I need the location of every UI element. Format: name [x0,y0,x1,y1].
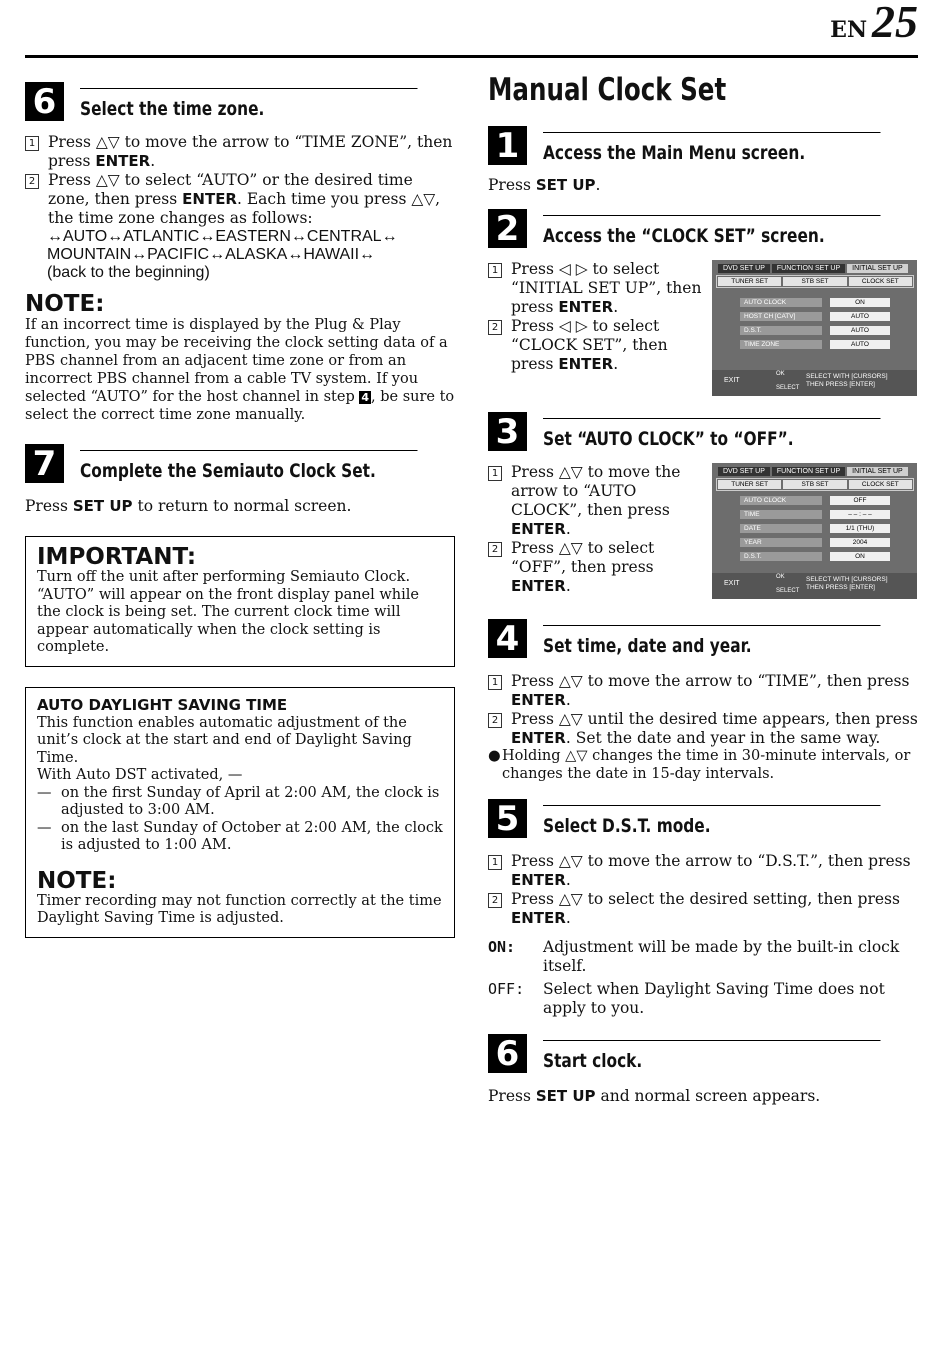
right-column [488,70,918,1114]
dst-item: — on the last Sunday of October at 2:00 AM, the clock is adjusted to 1:00 AM. [37,819,443,853]
page-num: 25 [872,0,918,47]
enter-key: ENTER [558,298,614,316]
osd-subtab-active: CLOCK SET [849,277,912,286]
osd-subtab: STB SET [783,480,846,489]
sub-step-number: 1 [25,136,39,151]
enter-key: ENTER [511,520,566,538]
enter-key: ENTER [182,190,237,208]
sub-step: 1 Press △▽ to move the arrow to “D.S.T.”, then press ENTER. [488,852,918,890]
step-number: 5 [488,799,527,838]
zone-sequence-line-3: (back to the beginning) [47,264,210,281]
osd-select: SELECT [776,385,800,391]
zone-sequence-line-1: ↔AUTO↔ATLANTIC↔EASTERN↔CENTRAL↔ [47,228,398,245]
sub-step: 1 Press △▽ to move the arrow to “TIME”, then press ENTER. [488,672,918,710]
enter-key: ENTER [511,871,566,889]
step-7-complete [25,444,455,516]
osd-select: SELECT [776,588,800,594]
dst-line-1: This function enables automatic adjustment of the unit’s clock at the start and end of Daylight Saving Time. [37,714,412,766]
step-number: 3 [488,412,527,451]
osd-row: D.S.T. AUTO [740,326,890,335]
osd-subtab: TUNER SET [718,277,781,286]
sub-step: 2 Press △▽ to select the desired setting, then press ENTER. [488,890,918,928]
osd-row: AUTO CLOCK OFF [740,496,890,505]
osd-row: HOST CH [CATV] AUTO [740,312,890,321]
enter-key: ENTER [511,909,566,927]
dst-note-text: Timer recording may not function correctly at the time Daylight Saving Time is adjusted. [37,892,442,926]
note-text: If an incorrect time is displayed by the Plug & Play function, you may be receiving the clock setting data of a PBS channel from an adjacent time zone or from an incorrect PBS channel from a cable TV system. If you selected “AUTO” for the host channel in step 4 , be sure to select the correct time zone manually. [25,317,455,423]
section-title: Manual Clock Set [488,72,727,108]
step-title: Access the Main Menu screen. [543,132,881,165]
osd-screen-auto-clock [712,463,917,599]
dst-box [25,687,455,938]
osd-exit: EXIT [724,580,740,587]
sub-step: 2 Press ◁ ▷ to select “CLOCK SET”, then press ENTER. [488,317,710,374]
important-text: Turn off the unit after performing Semiauto Clock. “AUTO” will appear on the front display panel while the clock is being set. The current clock time will appear automatically when the clock setting is complete. [37,569,419,655]
body-text: to return to normal screen. [137,497,352,515]
zone-sequence-line-2: MOUNTAIN↔PACIFIC↔ALASKA↔HAWAII↔ [47,246,376,263]
enter-key: ENTER [95,152,151,170]
step-6-time-zone [25,82,455,282]
step-number: 2 [488,209,527,248]
osd-subtab: TUNER SET [718,480,781,489]
step-title: Set time, date and year. [543,625,881,658]
step-title: Set “AUTO CLOCK” to “OFF”. [543,418,881,451]
osd-screen-clock-set [712,260,917,396]
osd-hint: SELECT WITH [CURSORS] [806,373,888,380]
osd-row: YEAR 2004 [740,538,890,547]
body-text: Press [25,497,68,515]
enter-key: ENTER [511,691,566,709]
dst-item: — on the first Sunday of April at 2:00 AM, the clock is adjusted to 3:00 AM. [37,784,440,818]
osd-hint: SELECT WITH [CURSORS] [806,576,888,583]
step-number: 1 [488,126,527,165]
enter-key: ENTER [511,729,566,747]
step-4-time-date-year [488,619,918,783]
bullet-note: ● Holding △▽ changes the time in 30-minute intervals, or changes the date in 15-day intervals. [488,748,911,782]
step-title: Select D.S.T. mode. [543,805,881,838]
note-heading: NOTE: [25,291,105,317]
dst-off-definition: OFF: Select when Daylight Saving Time does not apply to you. [488,980,885,1017]
sub-step-number: 2 [25,174,39,189]
setup-key: SET UP [535,176,596,194]
header-rule [25,55,918,58]
step-number: 4 [488,619,527,658]
osd-subtab: STB SET [783,277,846,286]
step-number: 6 [25,82,64,121]
sub-step: 2 Press △▽ to select “OFF”, then press ENTER. [488,539,710,596]
osd-subtab-active: CLOCK SET [849,480,912,489]
page-number [830,0,918,47]
sub-text: . Each time you press △▽, the time zone changes as follows: [48,190,441,227]
language-code: EN [830,17,868,43]
step-6-start-clock: 6 Start clock. Press SET UP and normal screen appears. [488,1034,918,1106]
setup-key: SET UP [535,1087,596,1105]
osd-row: D.S.T. ON [740,552,890,561]
step-title: Complete the Semiauto Clock Set. [80,450,418,483]
sub-step: 1 Press △▽ to move the arrow to “AUTO CLOCK”, then press ENTER. [488,463,710,539]
osd-tab: DVD SET UP [718,264,770,273]
osd-row: DATE 1/1 (THU) [740,524,890,533]
dst-line-2: With Auto DST activated, — [37,767,243,783]
dst-heading: AUTO DAYLIGHT SAVING TIME [37,695,288,714]
sub-step [25,171,455,228]
osd-hint: THEN PRESS [ENTER] [806,584,875,591]
osd-tab-active: INITIAL SET UP [847,467,908,476]
left-column [25,82,455,938]
dst-note-heading: NOTE: [37,867,117,894]
enter-key: ENTER [511,577,566,595]
osd-tab: FUNCTION SET UP [772,264,845,273]
sub-text: Press △▽ to select “AUTO” or the desired time zone, then press [48,171,413,208]
osd-footer [712,573,917,599]
enter-key: ENTER [558,355,614,373]
step-title: Access the “CLOCK SET” screen. [543,215,881,248]
step-number: 7 [25,444,64,483]
osd-exit: EXIT [724,377,740,384]
step-1-main-menu: 1 Access the Main Menu screen. Press SET UP. [488,126,918,195]
sub-text: Press △▽ to move the arrow to “TIME ZONE”, then press [48,133,453,170]
osd-row: TIME ZONE AUTO [740,340,890,349]
sub-step [25,133,455,171]
step-number: 6 [488,1034,527,1073]
osd-tab-active: INITIAL SET UP [847,264,908,273]
important-heading: IMPORTANT: [37,544,197,570]
osd-row: AUTO CLOCK ON [740,298,890,307]
dst-on-definition: ON: Adjustment will be made by the built-in clock itself. [488,938,900,975]
osd-ok: OK [776,574,785,580]
important-box [25,536,455,667]
osd-hint: THEN PRESS [ENTER] [806,381,875,388]
step-5-dst-mode [488,799,918,1018]
sub-step: 1 Press ◁ ▷ to select “INITIAL SET UP”, then press ENTER. [488,260,710,317]
step-ref: 4 [361,391,370,404]
osd-row: TIME – – : – – [740,510,890,519]
step-3-auto-clock-off [488,412,918,599]
step-title: Start clock. [543,1040,881,1073]
osd-tab: FUNCTION SET UP [772,467,845,476]
step-title: Select the time zone. [80,88,418,121]
osd-footer [712,370,917,396]
step-2-clock-set-screen [488,209,918,396]
setup-key: SET UP [72,497,133,515]
osd-tab: DVD SET UP [718,467,770,476]
note-block [25,292,455,424]
sub-step: 2 Press △▽ until the desired time appears, then press ENTER. Set the date and year in the same way. [488,710,918,748]
punct: . [150,152,156,170]
osd-ok: OK [776,371,785,377]
